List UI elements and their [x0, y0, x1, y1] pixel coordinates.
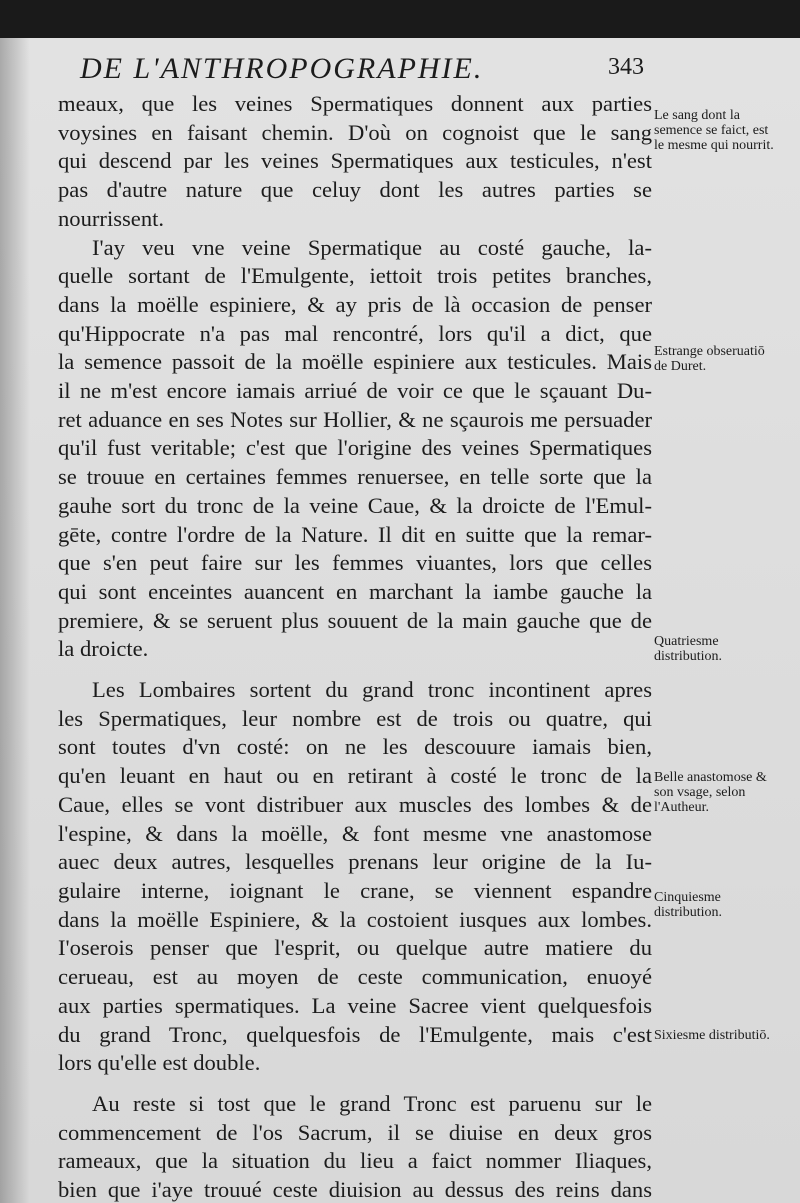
text-line: nourrissent. [58, 205, 165, 231]
paragraph-gap [58, 664, 652, 676]
text-line: dans la moëlle Espiniere, & la costoient iusques aux lombes. [58, 906, 652, 932]
margin-note: Cinquiesme distribution. [654, 890, 723, 920]
text-line: les Spermatiques, leur nombre est de trois ou quatre, qui [58, 705, 652, 731]
text-line: aux parties spermatiques. La veine Sacree vient quelquesfois [58, 992, 652, 1018]
text-line: qu'en leuant en haut ou en retirant à costé le tronc de la [58, 763, 652, 789]
text-line: I'oserois penser que l'esprit, ou quelque autre matiere du [58, 935, 652, 961]
text-line: sont toutes d'vn costé: on ne les descouure iamais bien, [58, 734, 652, 760]
paragraph-gap [58, 1078, 652, 1090]
text-line: qu'il fust veritable; c'est que l'origine des veines Spermatiques [58, 435, 652, 461]
text-line: gulaire interne, ioignant le crane, se viennent espandre [58, 877, 652, 903]
text-line: Au reste si tost que le grand Tronc est paruenu sur le [92, 1090, 652, 1116]
paragraph-4 [58, 1090, 652, 1203]
page-number: 343 [608, 54, 644, 80]
text-line: gauhe sort du tronc de la veine Caue, & la droicte de l'Emul- [58, 492, 652, 518]
text-line: cerueau, est au moyen de ceste communication, enuoyé [58, 964, 652, 990]
text-line: gēte, contre l'ordre de la Nature. Il dit en suitte que la remar- [58, 521, 652, 547]
text-line: commencement de l'os Sacrum, il se diuise en deux gros [58, 1119, 652, 1145]
text-line: la droicte. [58, 636, 149, 662]
text-line: rameaux, que la situation du lieu a faict nommer Iliaques, [58, 1148, 652, 1174]
text-line: Caue, elles se vont distribuer aux muscles des lombes & de [58, 791, 652, 817]
margin-note: Estrange obseruatiō de Duret. [654, 344, 765, 374]
main-text [58, 90, 652, 1203]
text-line: Les Lombaires sortent du grand tronc incontinent apres [92, 677, 652, 703]
paragraph-2 [58, 234, 652, 665]
text-line: quelle sortant de l'Emulgente, iettoit trois petites branches, [58, 263, 652, 289]
text-line: pas d'autre nature que celuy dont les autres parties se [58, 177, 652, 203]
text-line: ret aduance en ses Notes sur Hollier, & ne sçaurois me persuader [58, 406, 652, 432]
paragraph-3 [58, 676, 652, 1078]
text-line: lors qu'elle est double. [58, 1050, 261, 1076]
text-line: auec deux autres, lesquelles prenans leur origine de la Iu- [58, 849, 652, 875]
text-line: bien que i'aye trouué ceste diuision au dessus des reins dans [58, 1177, 652, 1203]
text-line: meaux, que les veines Spermatiques donnent aux parties [58, 91, 652, 116]
text-line: que s'en peut faire sur les femmes viuantes, lors que celles [58, 550, 652, 576]
text-line: il ne m'est encore iamais arriué de voir ce que le sçauant Du- [58, 378, 652, 404]
text-line: I'ay veu vne veine Spermatique au costé gauche, la- [92, 234, 652, 260]
margin-note: Sixiesme distributiō. [654, 1028, 770, 1043]
margin-note: Le sang dont la semence se faict, est le mesme qui nourrit. [654, 108, 774, 153]
running-header [80, 52, 680, 92]
text-line: l'espine, & dans la moëlle, & font mesme vne anastomose [58, 820, 652, 846]
margin-note: Belle anastomose & son vsage, selon l'Autheur. [654, 770, 767, 815]
text-line: qui descend par les veines Spermatiques aux testicules, n'est [58, 148, 652, 174]
text-line: du grand Tronc, quelquesfois de l'Emulgente, mais c'est [58, 1021, 652, 1047]
text-line: qu'Hippocrate n'a pas mal rencontré, lors qu'il a dict, que [58, 320, 652, 346]
text-line: voysines en faisant chemin. D'où on cognoist que le sang [58, 119, 652, 145]
margin-note: Quatriesme distribution. [654, 634, 723, 664]
text-line: qui sont enceintes auancent en marchant la iambe gauche la [58, 578, 652, 604]
text-line: la semence passoit de la moëlle espiniere aux testicules. Mais [58, 349, 652, 375]
text-line: premiere, & se seruent plus souuent de la main gauche que de [58, 607, 652, 633]
text-line: dans la moëlle espiniere, & ay pris de là occasion de penser [58, 291, 652, 317]
running-title: DE L'ANTHROPOGRAPHIE. [80, 52, 484, 85]
book-page [0, 38, 800, 1203]
text-line: se trouue en certaines femmes renuersee, en telle sorte que la [58, 464, 652, 490]
paragraph-1 [58, 90, 652, 234]
